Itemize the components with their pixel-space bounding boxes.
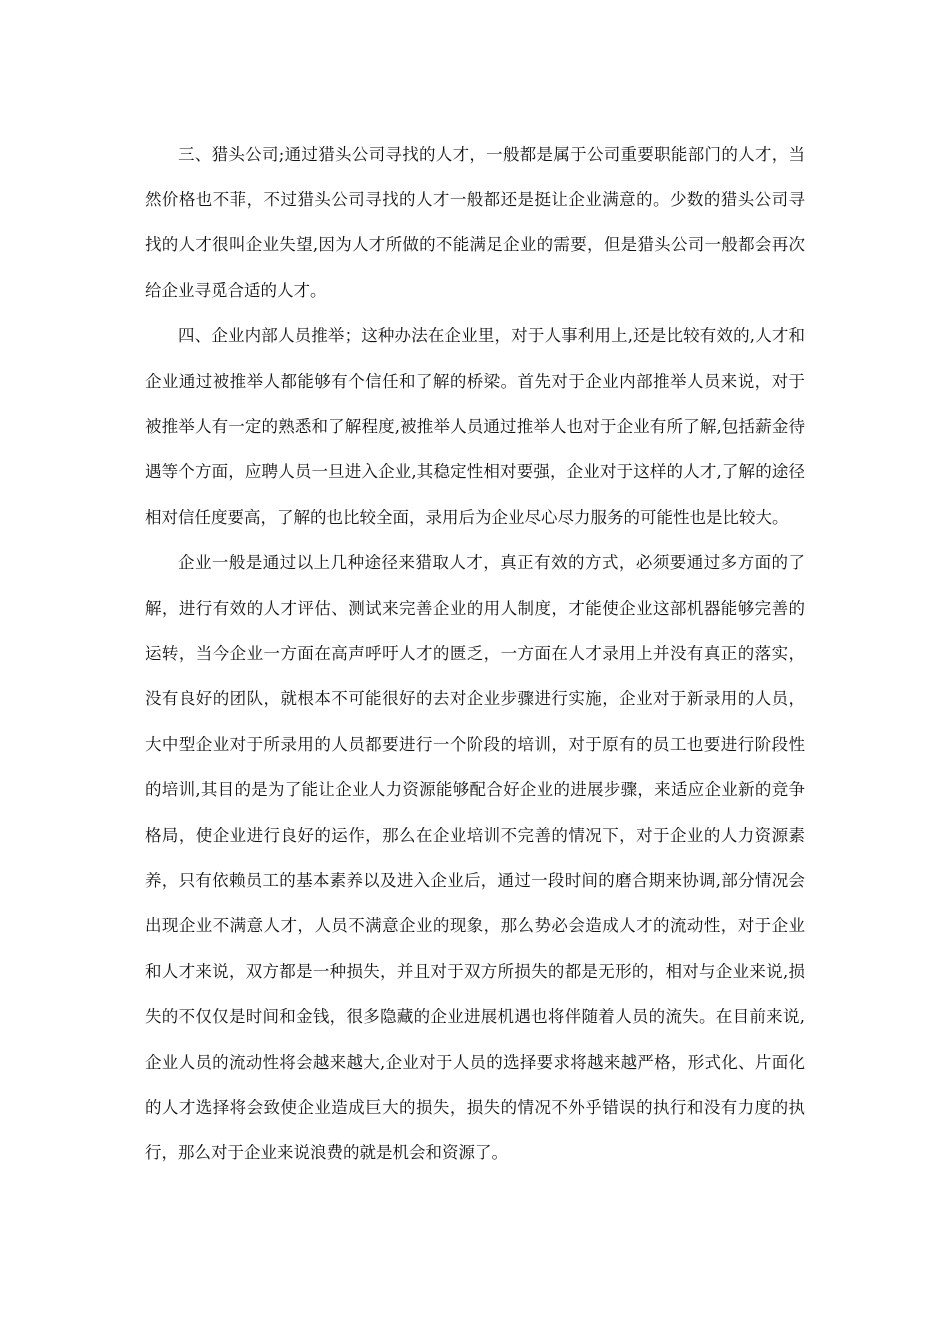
paragraph-2-line-5: 相对信任度要高，了解的也比较全面，录用后为企业尽心尽力服务的可能性也是比较大。 xyxy=(145,508,789,527)
paragraph-1-line-4: 给企业寻觅合适的人才。 xyxy=(145,281,327,300)
paragraph-3-line-12: 企业人员的流动性将会越来越大,企业对于人员的选择要求将越来越严格，形式化、片面化 xyxy=(145,1053,805,1072)
paragraph-2-line-4: 遇等个方面，应聘人员一旦进入企业,其稳定性相对要强，企业对于这样的人才,了解的途径 xyxy=(145,462,805,481)
paragraph-3-line-10: 和人才来说，双方都是一种损失，并且对于双方所损失的都是无形的，相对与企业来说,损 xyxy=(145,962,805,981)
paragraph-3-line-13: 的人才选择将会致使企业造成巨大的损失，损失的情况不外乎错误的执行和没有力度的执 xyxy=(145,1098,805,1117)
paragraph-3-line-7: 格局，使企业进行良好的运作，那么在企业培训不完善的情况下，对于企业的人力资源素 xyxy=(145,826,805,845)
paragraph-2-line-2: 企业通过被推举人都能够有个信任和了解的桥梁。首先对于企业内部推举人员来说，对于 xyxy=(145,372,805,391)
paragraph-3-line-4: 没有良好的团队，就根本不可能很好的去对企业步骤进行实施，企业对于新录用的人员， xyxy=(145,689,805,708)
paragraph-3-line-1: 企业一般是通过以上几种途径来猎取人才，真正有效的方式，必须要通过多方面的了 xyxy=(178,553,805,572)
paragraph-1-line-1: 三、猎头公司;通过猎头公司寻找的人才，一般都是属于公司重要职能部门的人才，当 xyxy=(178,145,805,164)
paragraph-3-line-14: 行，那么对于企业来说浪费的就是机会和资源了。 xyxy=(145,1143,508,1162)
paragraph-3-line-3: 运转，当今企业一方面在高声呼吁人才的匮乏，一方面在人才录用上并没有真正的落实， xyxy=(145,644,805,663)
paragraph-1-line-2: 然价格也不菲，不过猎头公司寻找的人才一般都还是挺让企业满意的。少数的猎头公司寻 xyxy=(145,190,805,209)
paragraph-3-line-2: 解，进行有效的人才评估、测试来完善企业的用人制度，才能使企业这部机器能够完善的 xyxy=(145,599,805,618)
paragraph-2-line-1: 四、企业内部人员推举；这种办法在企业里，对于人事利用上,还是比较有效的,人才和 xyxy=(178,326,805,345)
paragraph-3-line-9: 出现企业不满意人才，人员不满意企业的现象，那么势必会造成人才的流动性，对于企业 xyxy=(145,916,805,935)
paragraph-3-line-8: 养，只有依赖员工的基本素养以及进入企业后，通过一段时间的磨合期来协调,部分情况会 xyxy=(145,871,805,890)
paragraph-2-line-3: 被推举人有一定的熟悉和了解程度,被推举人员通过推举人也对于企业有所了解,包括薪金待 xyxy=(145,417,805,436)
paragraph-3-line-6: 的培训,其目的是为了能让企业人力资源能够配合好企业的进展步骤，来适应企业新的竞争 xyxy=(145,780,805,799)
paragraph-3-line-5: 大中型企业对于所录用的人员都要进行一个阶段的培训，对于原有的员工也要进行阶段性 xyxy=(145,735,805,754)
paragraph-1-line-3: 找的人才很叫企业失望,因为人才所做的不能满足企业的需要，但是猎头公司一般都会再次 xyxy=(145,235,805,254)
paragraph-3-line-11: 失的不仅仅是时间和金钱，很多隐藏的企业进展机遇也将伴随着人员的流失。在目前来说, xyxy=(145,1007,805,1026)
